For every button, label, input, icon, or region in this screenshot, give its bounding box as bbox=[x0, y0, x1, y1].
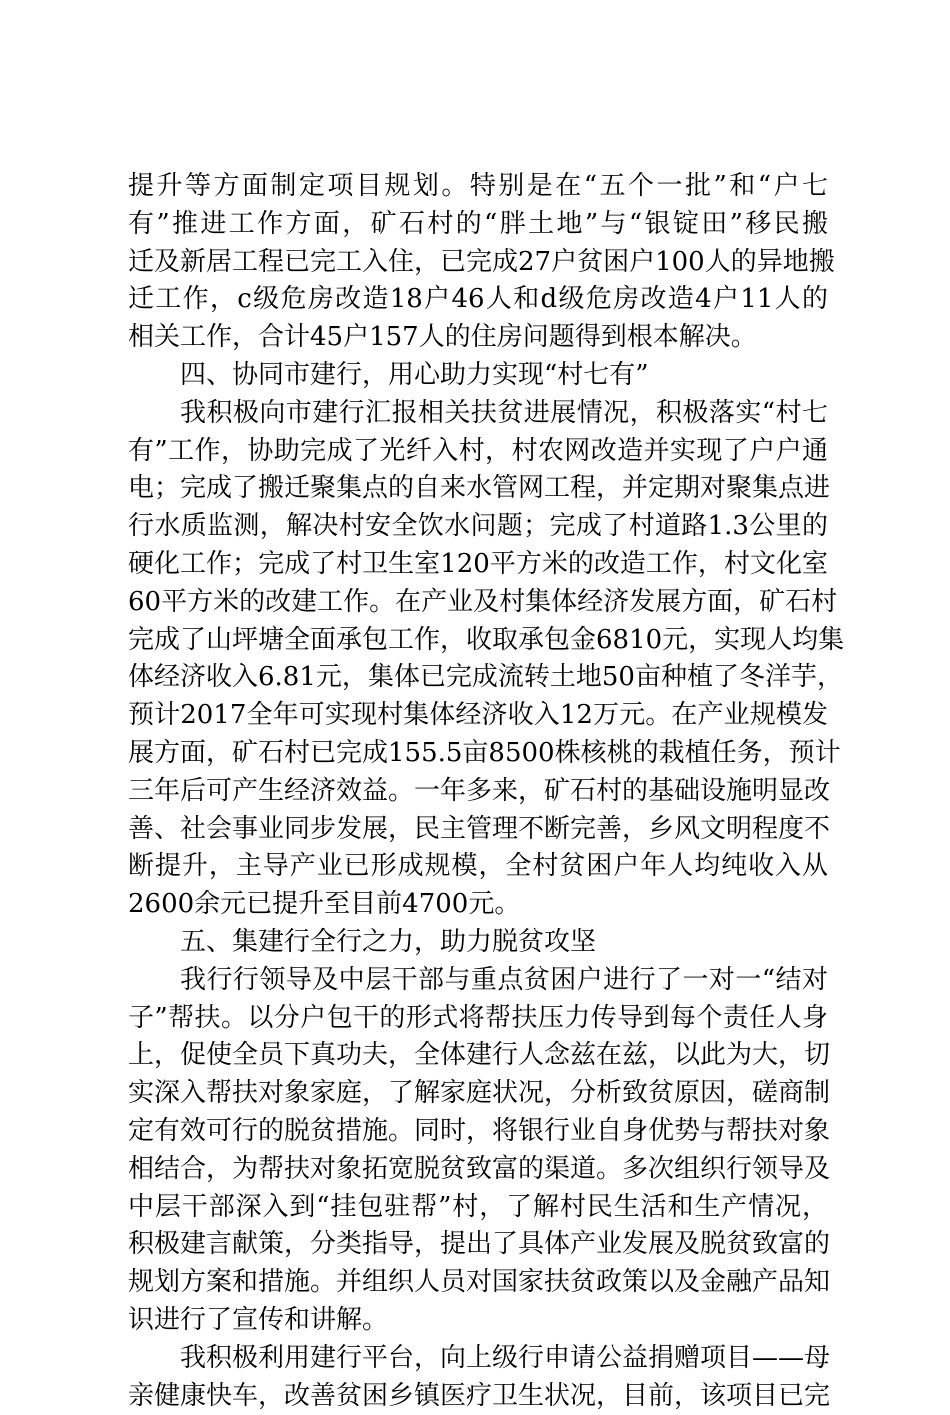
text-line: 规划方案和措施。并组织人员对国家扶贫政策以及金融产品知 bbox=[128, 1264, 828, 1302]
text-line: 善、社会事业同步发展，民主管理不断完善，乡风文明程度不 bbox=[128, 811, 828, 849]
text-line: 断提升，主导产业已形成规模，全村贫困户年人均纯收入从 bbox=[128, 848, 828, 886]
text-line: 完成了山坪塘全面承包工作，收取承包金6810元，实现人均集 bbox=[128, 622, 828, 660]
text-line: 预计2017全年可实现村集体经济收入12万元。在产业规模发 bbox=[128, 697, 828, 735]
text-line: 积极建言献策，分类指导，提出了具体产业发展及脱贫致富的 bbox=[128, 1226, 828, 1264]
text-line: 上，促使全员下真功夫，全体建行人念兹在兹，以此为大，切 bbox=[128, 1037, 828, 1075]
text-line: 行水质监测，解决村安全饮水问题；完成了村道路1.3公里的 bbox=[128, 508, 828, 546]
text-line: 有”工作，协助完成了光纤入村，村农网改造并实现了户户通 bbox=[128, 433, 828, 471]
text-line: 展方面，矿石村已完成155.5亩8500株核桃的栽植任务，预计 bbox=[128, 735, 828, 773]
text-line: 识进行了宣传和讲解。 bbox=[128, 1302, 828, 1340]
text-line: 子”帮扶。以分户包干的形式将帮扶压力传导到每个责任人身 bbox=[128, 1000, 828, 1038]
text-line: 我积极利用建行平台，向上级行申请公益捐赠项目——母 bbox=[128, 1340, 828, 1378]
text-line: 2600余元已提升至目前4700元。 bbox=[128, 886, 828, 924]
text-line: 体经济收入6.81元，集体已完成流转土地50亩种植了冬洋芋， bbox=[128, 659, 828, 697]
text-line: 迁及新居工程已完工入住，已完成27户贫困户100人的异地搬 bbox=[128, 244, 828, 282]
text-line: 我行行领导及中层干部与重点贫困户进行了一对一“结对 bbox=[128, 962, 828, 1000]
text-line: 电；完成了搬迁聚集点的自来水管网工程，并定期对聚集点进 bbox=[128, 470, 828, 508]
text-line: 迁工作，c级危房改造18户46人和d级危房改造4户11人的 bbox=[128, 281, 828, 319]
text-line: 相关工作，合计45户157人的住房问题得到根本解决。 bbox=[128, 319, 828, 357]
text-line: 硬化工作；完成了村卫生室120平方米的改造工作，村文化室 bbox=[128, 546, 828, 584]
text-line: 60平方米的改建工作。在产业及村集体经济发展方面，矿石村 bbox=[128, 584, 828, 622]
text-line: 相结合，为帮扶对象拓宽脱贫致富的渠道。多次组织行领导及 bbox=[128, 1151, 828, 1189]
text-line: 三年后可产生经济效益。一年多来，矿石村的基础设施明显改 bbox=[128, 773, 828, 811]
text-line: 实深入帮扶对象家庭，了解家庭状况，分析致贫原因，磋商制 bbox=[128, 1075, 828, 1113]
document-body bbox=[128, 168, 828, 1415]
text-line: 亲健康快车，改善贫困乡镇医疗卫生状况，目前，该项目已完 bbox=[128, 1378, 828, 1415]
text-line: 有”推进工作方面，矿石村的“胖土地”与“银锭田”移民搬 bbox=[128, 206, 828, 244]
text-line: 提升等方面制定项目规划。特别是在“五个一批”和“户七 bbox=[128, 168, 828, 206]
text-line: 定有效可行的脱贫措施。同时，将银行业自身优势与帮扶对象 bbox=[128, 1113, 828, 1151]
section-heading: 五、集建行全行之力，助力脱贫攻坚 bbox=[128, 924, 828, 962]
text-line: 我积极向市建行汇报相关扶贫进展情况，积极落实“村七 bbox=[128, 395, 828, 433]
text-line: 中层干部深入到“挂包驻帮”村，了解村民生活和生产情况， bbox=[128, 1189, 828, 1227]
section-heading: 四、协同市建行，用心助力实现“村七有” bbox=[128, 357, 828, 395]
